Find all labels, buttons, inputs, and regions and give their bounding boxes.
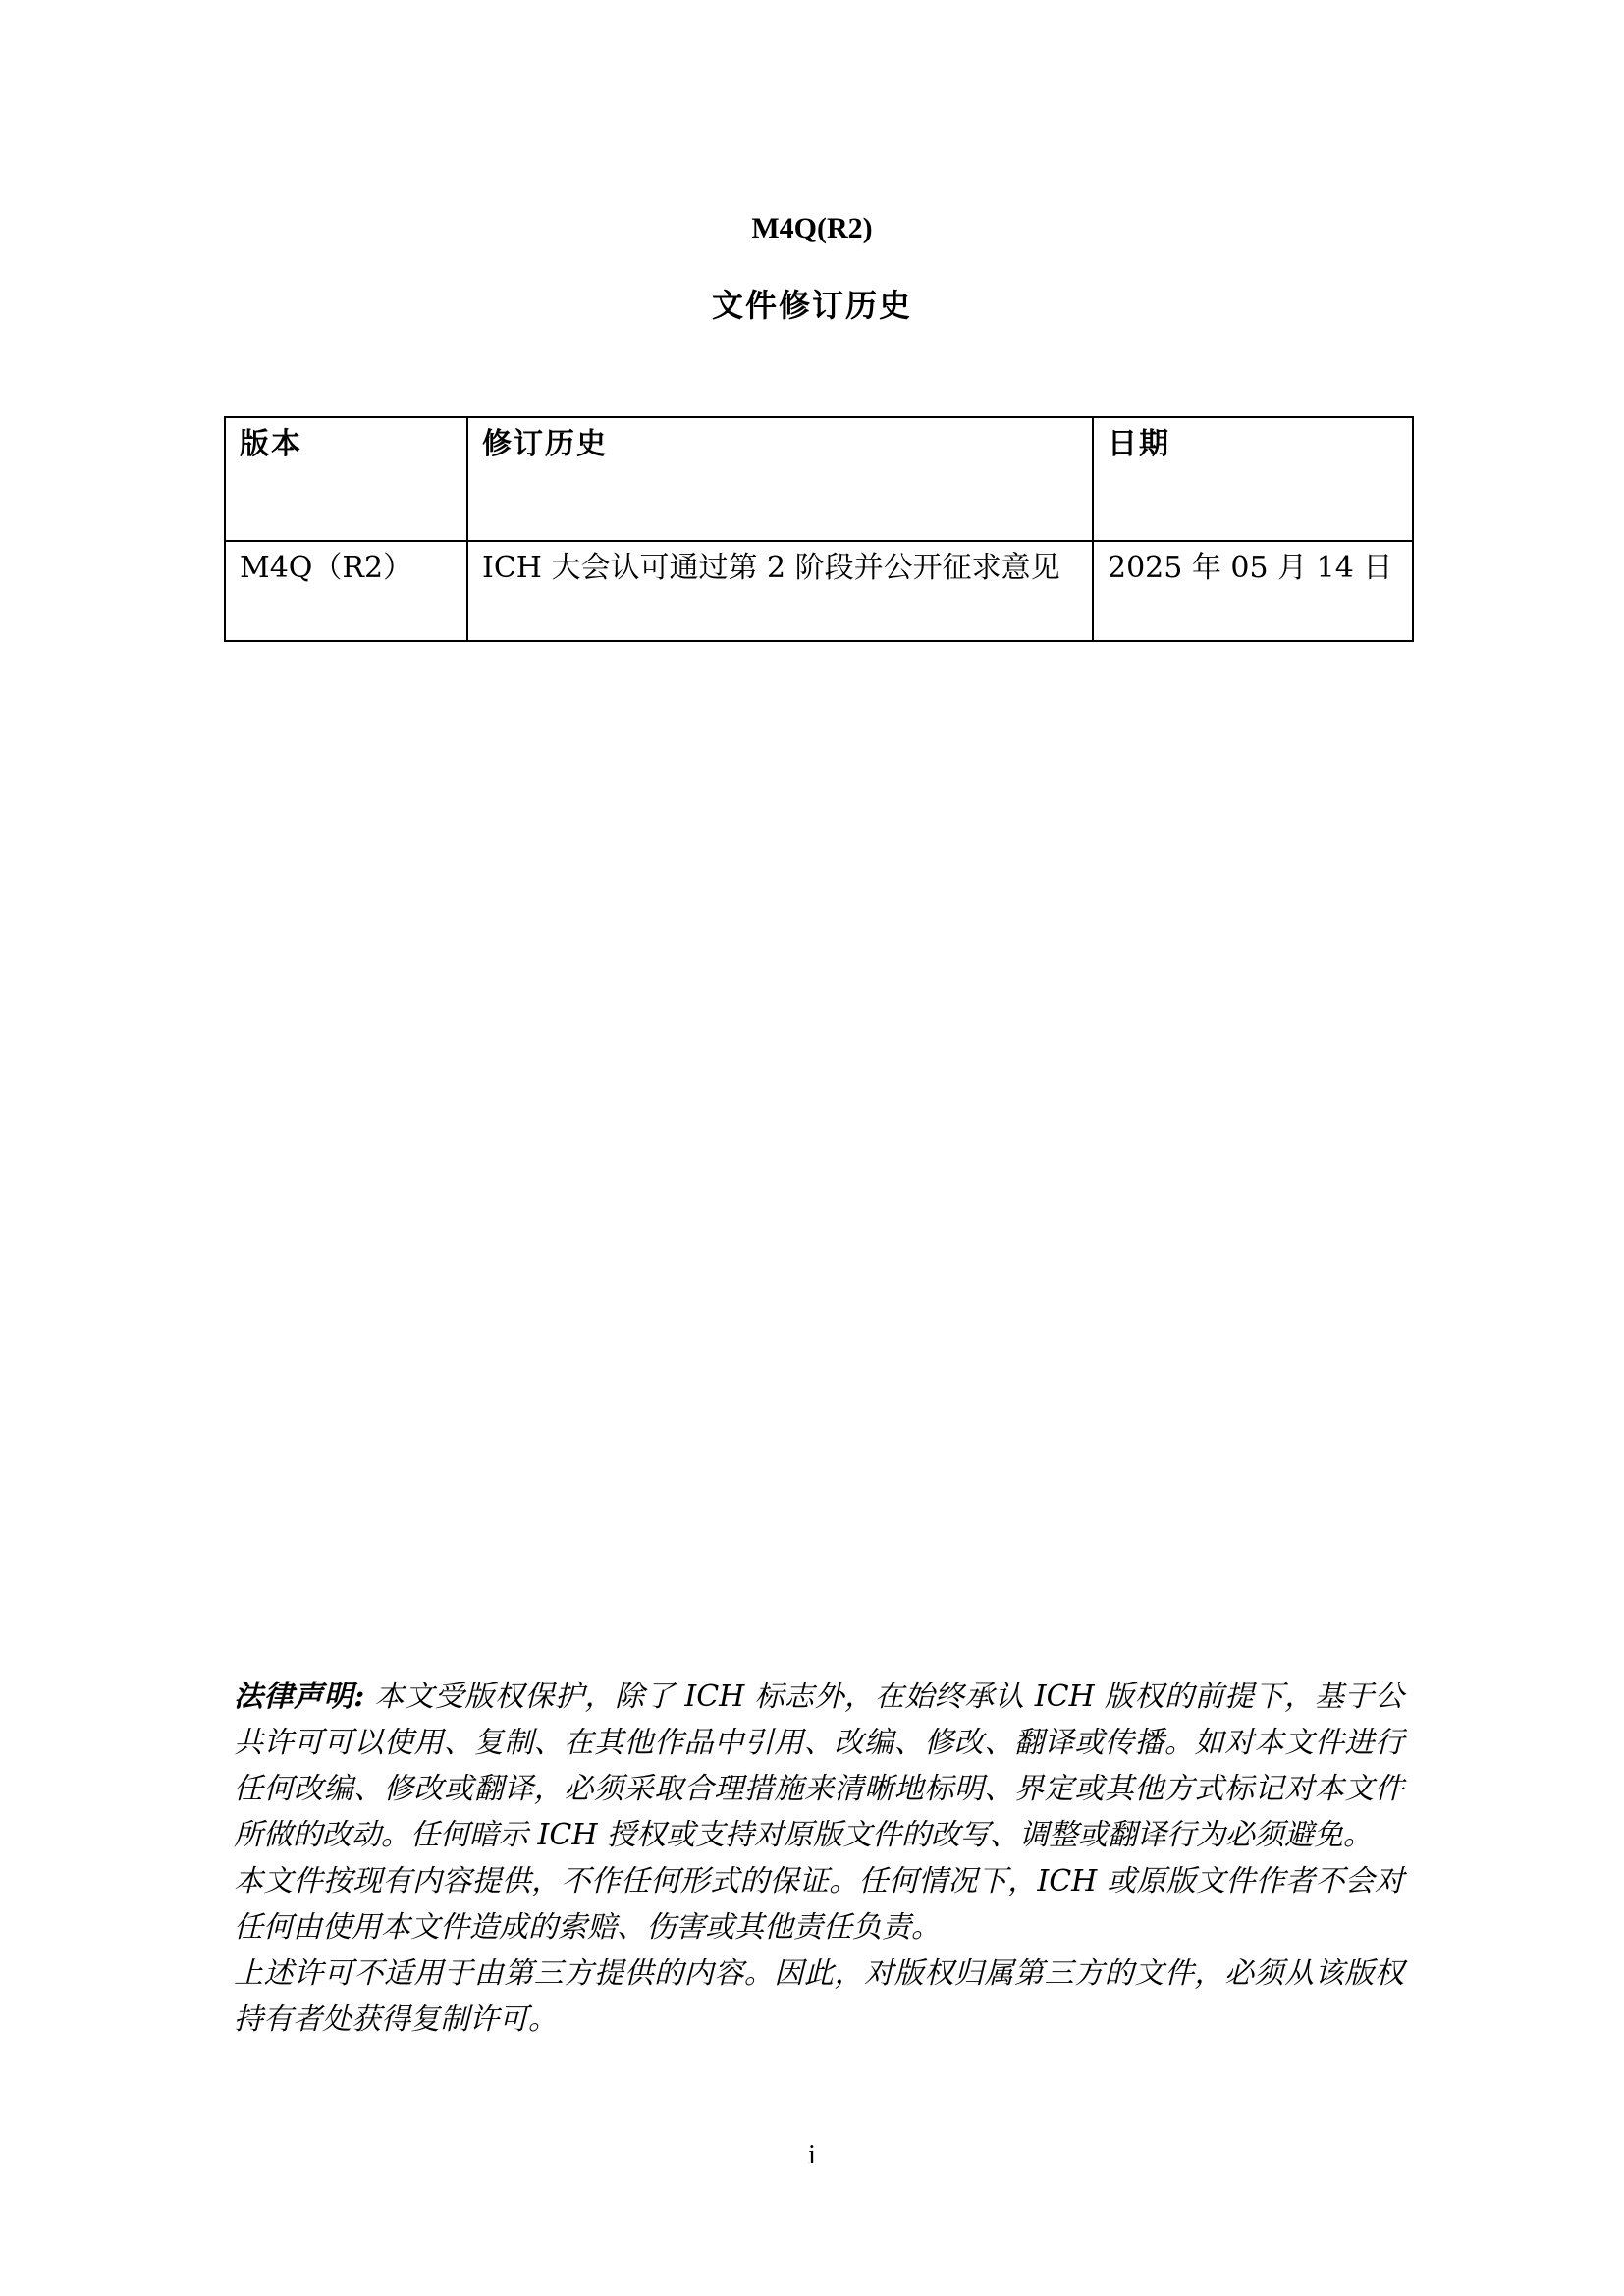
header-history: 修订历史 xyxy=(467,417,1093,541)
cell-date: 2025 年 05 月 14 日 xyxy=(1093,541,1413,641)
header-version: 版本 xyxy=(225,417,467,541)
header-date: 日期 xyxy=(1093,417,1413,541)
revision-history-table xyxy=(224,416,1414,642)
legal-paragraph-1 xyxy=(234,1674,1404,1858)
legal-heading: 法律声明: xyxy=(234,1680,365,1714)
legal-paragraph-3: 上述许可不适用于由第三方提供的内容。因此，对版权归属第三方的文件，必须从该版权持有者处获得复制许可。 xyxy=(234,1956,1404,2037)
table-row xyxy=(225,541,1413,641)
legal-paragraph-1-text: 本文受版权保护，除了 ICH 标志外，在始终承认 ICH 版权的前提下，基于公共许可可以使用、复制、在其他作品中引用、改编、修改、翻译或传播。如对本文件进行任何改编、修改或翻译，必须采取合理措施来清晰地标明、界定或其他方式标记对本文件所做的改动。任何暗示 ICH 授权或支持对原版文件的改写、调整或翻译行为必须避免。 xyxy=(234,1680,1404,1852)
legal-notice xyxy=(234,1674,1404,2043)
document-title: M4Q(R2) xyxy=(751,212,873,244)
page-number: i xyxy=(808,2140,816,2170)
cell-version: M4Q（R2） xyxy=(225,541,467,641)
document-subtitle: 文件修订历史 xyxy=(711,287,912,324)
legal-paragraph-2: 本文件按现有内容提供，不作任何形式的保证。任何情况下，ICH 或原版文件作者不会对任何由使用本文件造成的索赔、伤害或其他责任负责。 xyxy=(234,1864,1404,1945)
table-header-row xyxy=(225,417,1413,541)
cell-history: ICH 大会认可通过第 2 阶段并公开征求意见 xyxy=(467,541,1093,641)
